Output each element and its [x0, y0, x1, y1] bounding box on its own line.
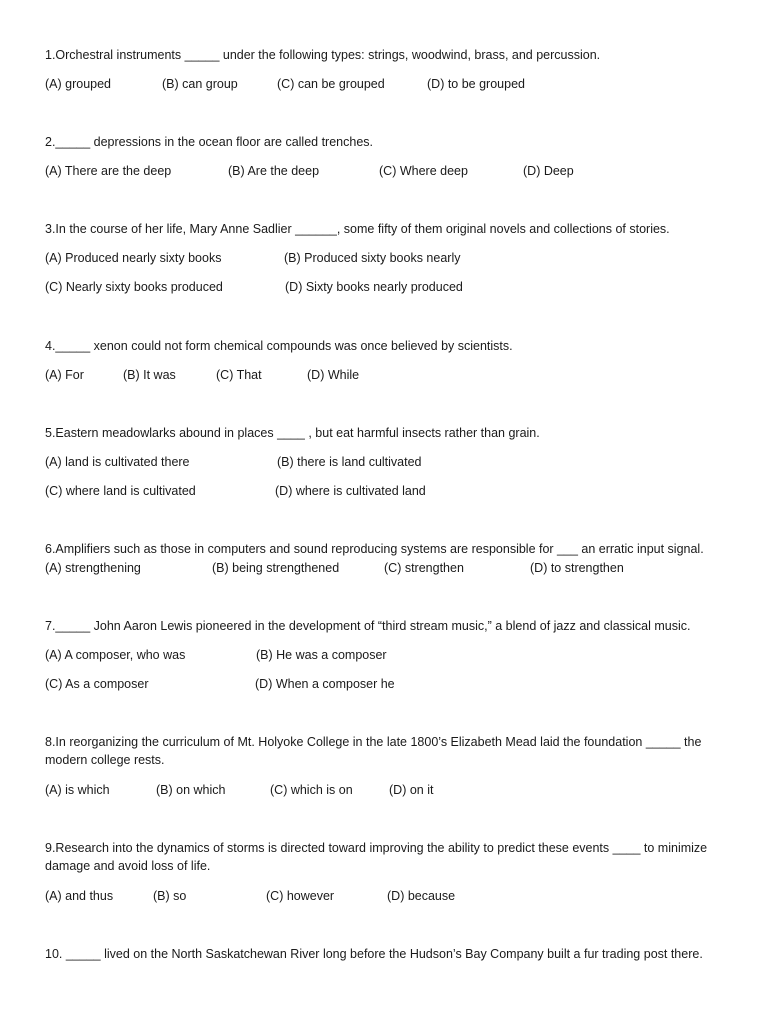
question-stem: 6.Amplifiers such as those in computers and sound reproducing systems are responsible for ___ an erratic input signal. — [45, 542, 704, 556]
option-c[interactable]: (C) Where deep — [379, 164, 468, 178]
option-a[interactable]: (A) There are the deep — [45, 164, 172, 178]
question-stem: 10. _____ lived on the North Saskatchewan River long before the Hudson’s Bay Company built a fur trading post there. — [45, 947, 703, 961]
option-b[interactable]: (B) can group — [162, 77, 238, 91]
question-stem: 8.In reorganizing the curriculum of Mt. Holyoke College in the late 1800’s Elizabeth Mead laid the foundation _____ the modern college rests. — [45, 735, 702, 767]
option-a[interactable]: (A) is which — [45, 783, 110, 797]
option-a[interactable]: (A) grouped — [45, 77, 112, 91]
question-8 — [45, 733, 735, 769]
option-d[interactable]: (D) When a composer he — [255, 677, 395, 691]
option-a[interactable]: (A) strengthening — [45, 561, 141, 575]
option-b[interactable]: (B) It was — [123, 368, 176, 382]
option-d[interactable]: (D) because — [387, 889, 456, 903]
option-c[interactable]: (C) As a composer — [45, 677, 149, 691]
option-d[interactable]: (D) to be grouped — [427, 77, 525, 91]
question-7 — [45, 617, 735, 635]
option-b[interactable]: (B) being strengthened — [212, 561, 340, 575]
option-b[interactable]: (B) there is land cultivated — [277, 455, 422, 469]
option-c[interactable]: (C) however — [266, 889, 335, 903]
question-stem: 1.Orchestral instruments _____ under the following types: strings, woodwind, brass, and percussion. — [45, 48, 601, 62]
question-3 — [45, 220, 735, 238]
option-d[interactable]: (D) Deep — [523, 164, 574, 178]
option-d[interactable]: (D) on it — [389, 783, 434, 797]
option-c[interactable]: (C) can be grouped — [277, 77, 385, 91]
question-stem: 7._____ John Aaron Lewis pioneered in the development of “third stream music,” a blend of jazz and classical music. — [45, 619, 691, 633]
option-c[interactable]: (C) strengthen — [384, 561, 464, 575]
question-5 — [45, 424, 735, 442]
option-c[interactable]: (C) which is on — [270, 783, 353, 797]
option-d[interactable]: (D) While — [307, 368, 360, 382]
question-stem: 5.Eastern meadowlarks abound in places ____ , but eat harmful insects rather than grain. — [45, 426, 540, 440]
question-4 — [45, 337, 735, 355]
option-a[interactable]: (A) For — [45, 368, 84, 382]
option-b[interactable]: (B) He was a composer — [256, 648, 387, 662]
option-a[interactable]: (A) A composer, who was — [45, 648, 186, 662]
option-c[interactable]: (C) Nearly sixty books produced — [45, 280, 223, 294]
option-b[interactable]: (B) Produced sixty books nearly — [284, 251, 461, 265]
option-c[interactable]: (C) where land is cultivated — [45, 484, 196, 498]
option-a[interactable]: (A) and thus — [45, 889, 114, 903]
question-stem: 3.In the course of her life, Mary Anne Sadlier ______, some fifty of them original novels and collections of stories. — [45, 222, 670, 236]
option-b[interactable]: (B) on which — [156, 783, 226, 797]
question-1 — [45, 46, 735, 64]
question-10 — [45, 945, 735, 963]
option-d[interactable]: (D) where is cultivated land — [275, 484, 426, 498]
question-stem: 9.Research into the dynamics of storms is directed toward improving the ability to predict these events ____ to minimize damage and avoid loss of life. — [45, 841, 708, 873]
question-stem: 4._____ xenon could not form chemical compounds was once believed by scientists. — [45, 339, 513, 353]
option-a[interactable]: (A) land is cultivated there — [45, 455, 190, 469]
question-2 — [45, 133, 735, 151]
option-c[interactable]: (C) That — [216, 368, 262, 382]
option-d[interactable]: (D) to strengthen — [530, 561, 624, 575]
option-a[interactable]: (A) Produced nearly sixty books — [45, 251, 222, 265]
option-b[interactable]: (B) so — [153, 889, 187, 903]
question-stem: 2._____ depressions in the ocean floor are called trenches. — [45, 135, 373, 149]
option-d[interactable]: (D) Sixty books nearly produced — [285, 280, 463, 294]
question-9 — [45, 839, 735, 875]
option-b[interactable]: (B) Are the deep — [228, 164, 320, 178]
question-6 — [45, 540, 735, 558]
